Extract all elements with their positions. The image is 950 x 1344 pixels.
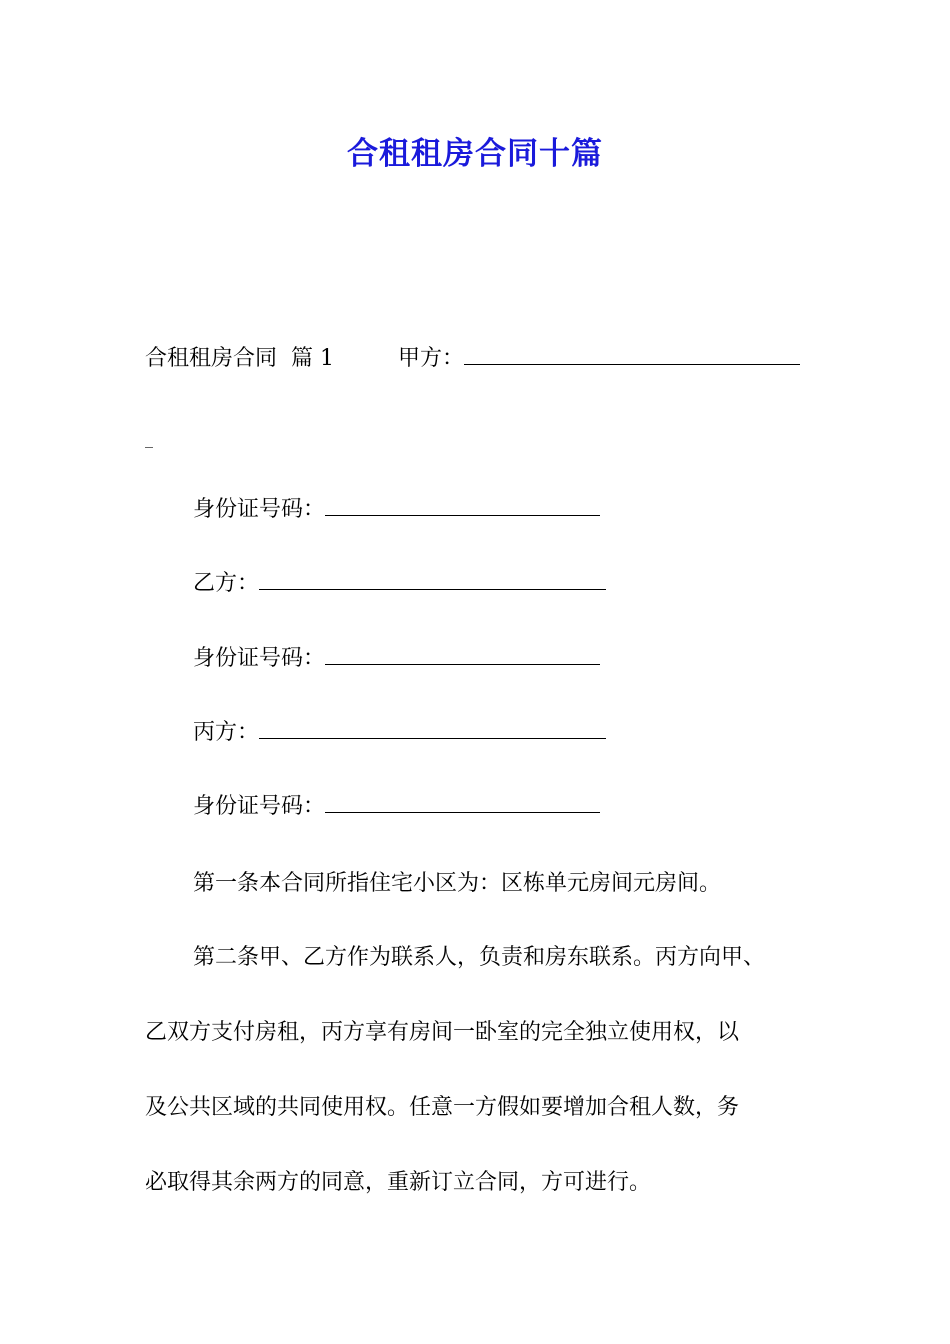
field-label: 身份证号码： [193,646,326,671]
party-a-id-line [193,495,600,525]
party-b-id-line [193,644,600,674]
article-2-line: 乙双方支付房租，丙方享有房间一卧室的完全独立使用权，以 [145,1020,740,1045]
party-c-blank[interactable] [259,720,606,739]
party-b-id-blank[interactable] [325,646,600,665]
party-a-line [398,344,800,374]
page-title: 合租租房合同十篇 [347,136,603,172]
continuation-mark: _ [145,429,153,448]
field-label: 身份证号码： [193,794,326,819]
article-2-line: 第二条甲、乙方作为联系人，负责和房东联系。丙方向甲、 [193,945,766,970]
party-b-blank[interactable] [259,571,606,590]
party-b-line [193,569,606,599]
section-label: 合租租房合同 篇 1 [145,346,334,371]
party-c-id-blank[interactable] [325,794,600,813]
party-c-id-line [193,792,600,822]
article-1: 第一条本合同所指住宅小区为：区栋单元房间元房间。 [193,871,722,896]
party-c-line [193,718,606,748]
field-label: 丙方： [193,720,260,745]
party-a-id-blank[interactable] [325,497,600,516]
section-header-line [145,344,334,374]
article-2-line: 必取得其余两方的同意，重新订立合同，方可进行。 [145,1170,652,1195]
party-a-label: 甲方： [398,346,465,371]
article-2-line: 及公共区域的共同使用权。任意一方假如要增加合租人数，务 [145,1095,740,1120]
field-label: 乙方： [193,571,260,596]
party-a-blank[interactable] [464,346,800,365]
field-label: 身份证号码： [193,497,326,522]
